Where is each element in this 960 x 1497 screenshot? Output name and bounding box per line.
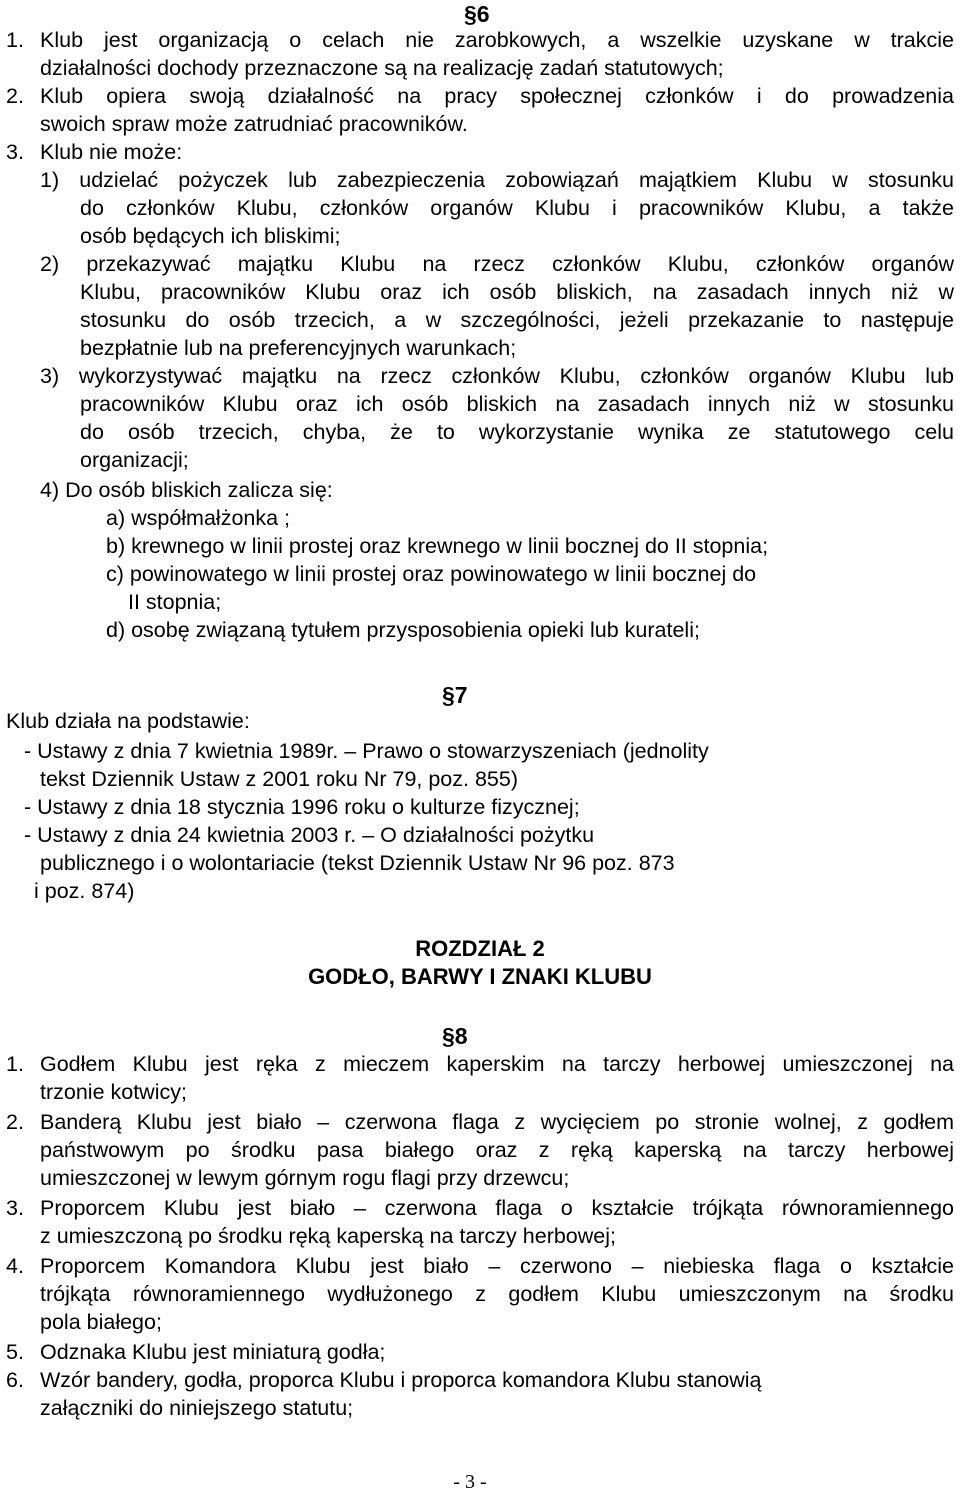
chapter-title: ROZDZIAŁ 2 (415, 936, 545, 961)
s7-line5: publicznego i o wolontariacie (tekst Dziennik Ustaw Nr 96 poz. 873 (40, 851, 675, 875)
page-number: - 3 - (453, 1471, 487, 1493)
item-number: 1. (6, 1052, 24, 1076)
section-8-heading: §8 (442, 1023, 468, 1049)
s7-line3: - Ustawy z dnia 18 stycznia 1996 roku o kulturze fizycznej; (24, 795, 580, 819)
section-6-heading: §6 (464, 1, 490, 27)
s6-p1-line2: działalności dochody przeznaczone są na realizację zadań statutowych; (40, 56, 724, 80)
s6-p3-i4-c2: II stopnia; (128, 590, 222, 614)
item-number: 2. (6, 1110, 24, 1134)
s6-p3-i2-line2: Klubu, pracowników Klubu oraz ich osób bliskich, na zasadach innych niż w (80, 280, 954, 304)
s8-p3-line2: z umieszczoną po środku ręką kaperską na tarczy herbowej; (40, 1224, 616, 1248)
s6-p3-i3-line2: pracowników Klubu oraz ich osób bliskich na zasadach innych niż w stosunku (80, 392, 954, 416)
s6-p3-i4-a: a) współmałżonka ; (106, 506, 291, 530)
s7-line1: - Ustawy z dnia 7 kwietnia 1989r. – Prawo o stowarzyszeniach (jednolity (24, 739, 709, 763)
chapter-subtitle: GODŁO, BARWY I ZNAKI KLUBU (308, 964, 652, 989)
item-number: 4. (6, 1254, 24, 1278)
item-number: 1. (6, 28, 24, 52)
s6-p3-i2-line4: bezpłatnie lub na preferencyjnych warunkach; (80, 336, 517, 360)
s6-p3-i2-line1: 2) przekazywać majątku Klubu na rzecz członków Klubu, członków organów (40, 252, 954, 276)
item-number: 3. (6, 140, 24, 164)
s7-line4: - Ustawy z dnia 24 kwietnia 2003 r. – O działalności pożytku (24, 823, 595, 847)
s6-p3-i4-line1: 4) Do osób bliskich zalicza się: (40, 478, 333, 502)
s8-p4-line3: pola białego; (40, 1310, 162, 1334)
s8-p5-line1: Odznaka Klubu jest miniaturą godła; (40, 1340, 386, 1364)
s6-p3-i2-line3: stosunku do osób trzecich, a w szczególności, jeżeli przekazanie to następuje (80, 308, 954, 332)
s6-p3-i3-line4: organizacji; (80, 448, 189, 472)
s7-line6: i poz. 874) (34, 879, 135, 903)
s8-p6-line1: Wzór bandery, godła, proporca Klubu i proporca komandora Klubu stanowią (40, 1368, 762, 1392)
item-number: 6. (6, 1368, 24, 1392)
s8-p1-line2: trzonie kotwicy; (40, 1080, 187, 1104)
s6-p1-line1: Klub jest organizacją o celach nie zarobkowych, a wszelkie uzyskane w trakcie (40, 28, 954, 52)
s8-p6-line2: załączniki do niniejszego statutu; (40, 1396, 354, 1420)
s6-p3-i4-b: b) krewnego w linii prostej oraz krewnego w linii bocznej do II stopnia; (106, 534, 769, 558)
s6-p2-line2: swoich spraw może zatrudniać pracowników. (40, 112, 468, 136)
s6-p3-i1-line3: osób będących ich bliskimi; (80, 224, 341, 248)
section-7-heading: §7 (442, 682, 468, 708)
s8-p4-line2: trójkąta równoramiennego wydłużonego z godłem Klubu umieszczonym na środku (40, 1282, 954, 1306)
item-number: 2. (6, 84, 24, 108)
s7-line2: tekst Dziennik Ustaw z 2001 roku Nr 79, poz. 855) (40, 767, 518, 791)
s6-p3-i3-line1: 3) wykorzystywać majątku na rzecz członków Klubu, członków organów Klubu lub (40, 364, 954, 388)
s8-p4-line1: Proporcem Komandora Klubu jest biało – czerwono – niebieska flaga o kształcie (40, 1254, 954, 1278)
s8-p3-line1: Proporcem Klubu jest biało – czerwona flaga o kształcie trójkąta równoramiennego (40, 1196, 954, 1220)
s6-p3-i1-line2: do członków Klubu, członków organów Klubu i pracowników Klubu, a także (80, 196, 954, 220)
s8-p2-line3: umieszczonej w lewym górnym rogu flagi przy drzewcu; (40, 1166, 570, 1190)
s8-p1-line1: Godłem Klubu jest ręka z mieczem kaperskim na tarczy herbowej umieszczonej na (40, 1052, 954, 1076)
s6-p3-i1-line1: 1) udzielać pożyczek lub zabezpieczenia zobowiązań majątkiem Klubu w stosunku (40, 168, 954, 192)
s6-p3-i4-c1: c) powinowatego w linii prostej oraz powinowatego w linii bocznej do (106, 562, 757, 586)
s6-p3-i3-line3: do osób trzecich, chyba, że to wykorzystanie wynika ze statutowego celu (80, 420, 954, 444)
item-number: 3. (6, 1196, 24, 1220)
s8-p2-line2: państwowym po środku pasa białego oraz z ręką kaperską na tarczy herbowej (40, 1138, 954, 1162)
s6-p3-line1: Klub nie może: (40, 140, 183, 164)
item-number: 5. (6, 1340, 24, 1364)
s8-p2-line1: Banderą Klubu jest biało – czerwona flaga z wycięciem po stronie wolnej, z godłem (40, 1110, 954, 1134)
s6-p3-i4-d: d) osobę związaną tytułem przysposobienia opieki lub kurateli; (106, 618, 700, 642)
s6-p2-line1: Klub opiera swoją działalność na pracy społecznej członków i do prowadzenia (40, 84, 954, 108)
s7-intro: Klub działa na podstawie: (6, 709, 250, 733)
